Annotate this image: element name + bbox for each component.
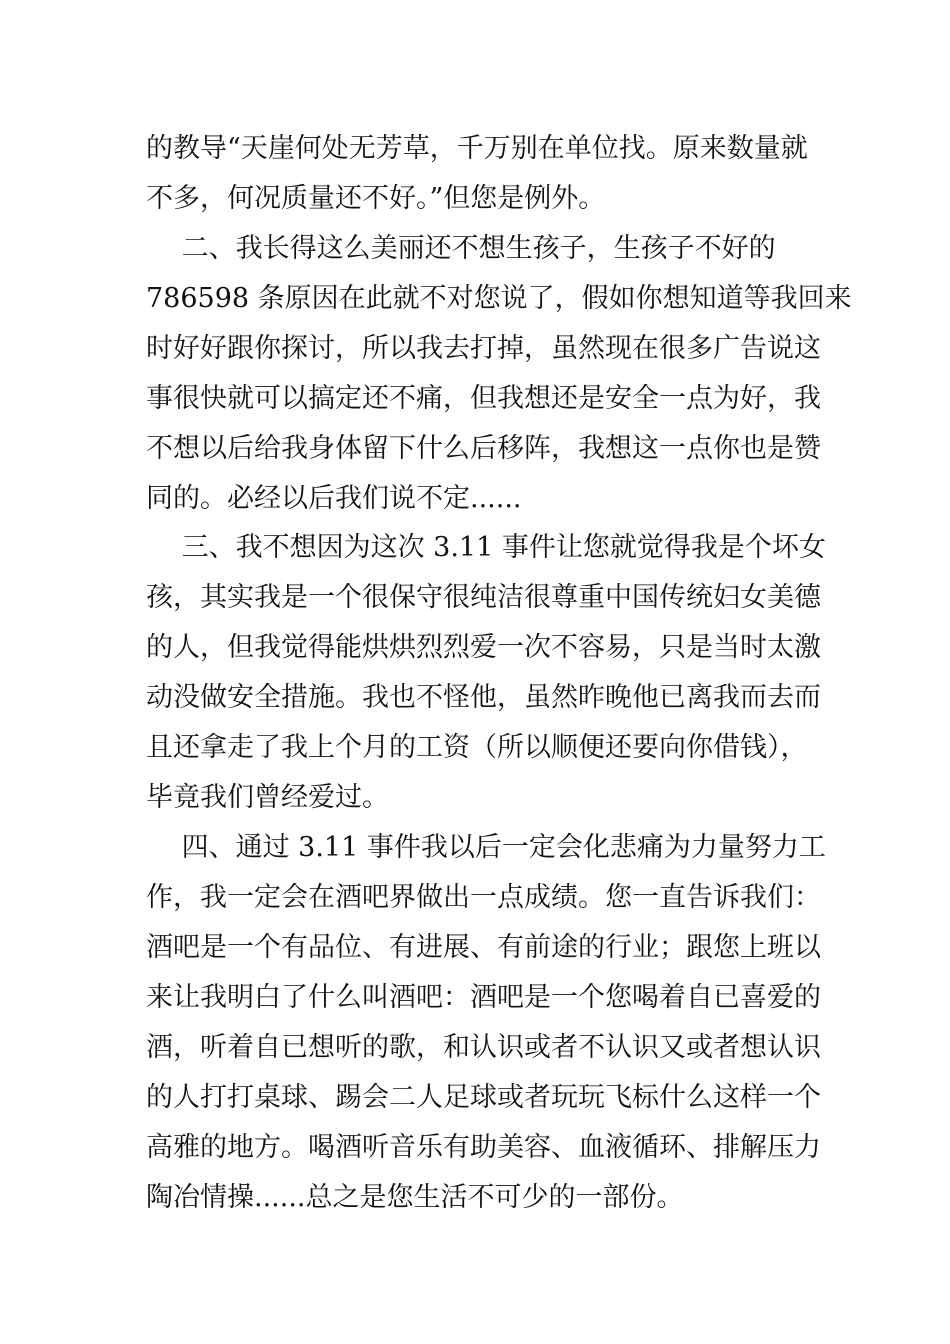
paragraph-line: 动没做安全措施。我也不怪他，虽然昨晚他已离我而去而 (146, 682, 821, 713)
paragraph-line: 孩，其实我是一个很保守很纯洁很尊重中国传统妇女美德 (146, 582, 821, 613)
paragraph-line: 作，我一定会在酒吧界做出一点成绩。您一直告诉我们： (146, 882, 821, 913)
paragraph-line: 的人，但我觉得能烘烘烈烈爱一次不容易，只是当时太激 (146, 632, 821, 663)
paragraph-line: 陶冶情操......总之是您生活不可少的一部份。 (146, 1182, 684, 1213)
paragraph-line: 四、通过 3.11 事件我以后一定会化悲痛为力量努力工 (146, 832, 826, 863)
paragraph-line: 三、我不想因为这次 3.11 事件让您就觉得我是个坏女 (146, 532, 826, 563)
paragraph-line: 且还拿走了我上个月的工资（所以顺便还要向你借钱）， (146, 732, 808, 763)
paragraph-line: 的教导“天崖何处无芳草，千万别在单位找。原来数量就 (146, 133, 808, 164)
paragraph-line: 酒，听着自已想听的歌，和认识或者不认识又或者想认识 (146, 1032, 821, 1063)
paragraph-line: 时好好跟你探讨，所以我去打掉，虽然现在很多广告说这 (146, 333, 821, 364)
paragraph-line: 不想以后给我身体留下什么后移阵，我想这一点你也是赞 (146, 433, 821, 464)
paragraph-line: 不多，何况质量还不好。”但您是例外。 (146, 183, 606, 214)
paragraph-line: 的人打打桌球、踢会二人足球或者玩玩飞标什么这样一个 (146, 1082, 821, 1113)
paragraph-line: 同的。必经以后我们说不定...... (146, 483, 522, 514)
paragraph-line: 酒吧是一个有品位、有进展、有前途的行业；跟您上班以 (146, 932, 821, 963)
paragraph-line: 事很快就可以搞定还不痛，但我想还是安全一点为好，我 (146, 383, 821, 414)
paragraph-line: 毕竟我们曾经爱过。 (146, 782, 389, 813)
paragraph-line: 高雅的地方。喝酒听音乐有助美容、血液循环、排解压力 (146, 1132, 821, 1163)
paragraph-line: 来让我明白了什么叫酒吧：酒吧是一个您喝着自已喜爱的 (146, 982, 821, 1013)
paragraph-line: 786598 条原因在此就不对您说了，假如你想知道等我回来 (146, 283, 852, 314)
paragraph-line: 二、我长得这么美丽还不想生孩子，生孩子不好的 (146, 233, 776, 264)
